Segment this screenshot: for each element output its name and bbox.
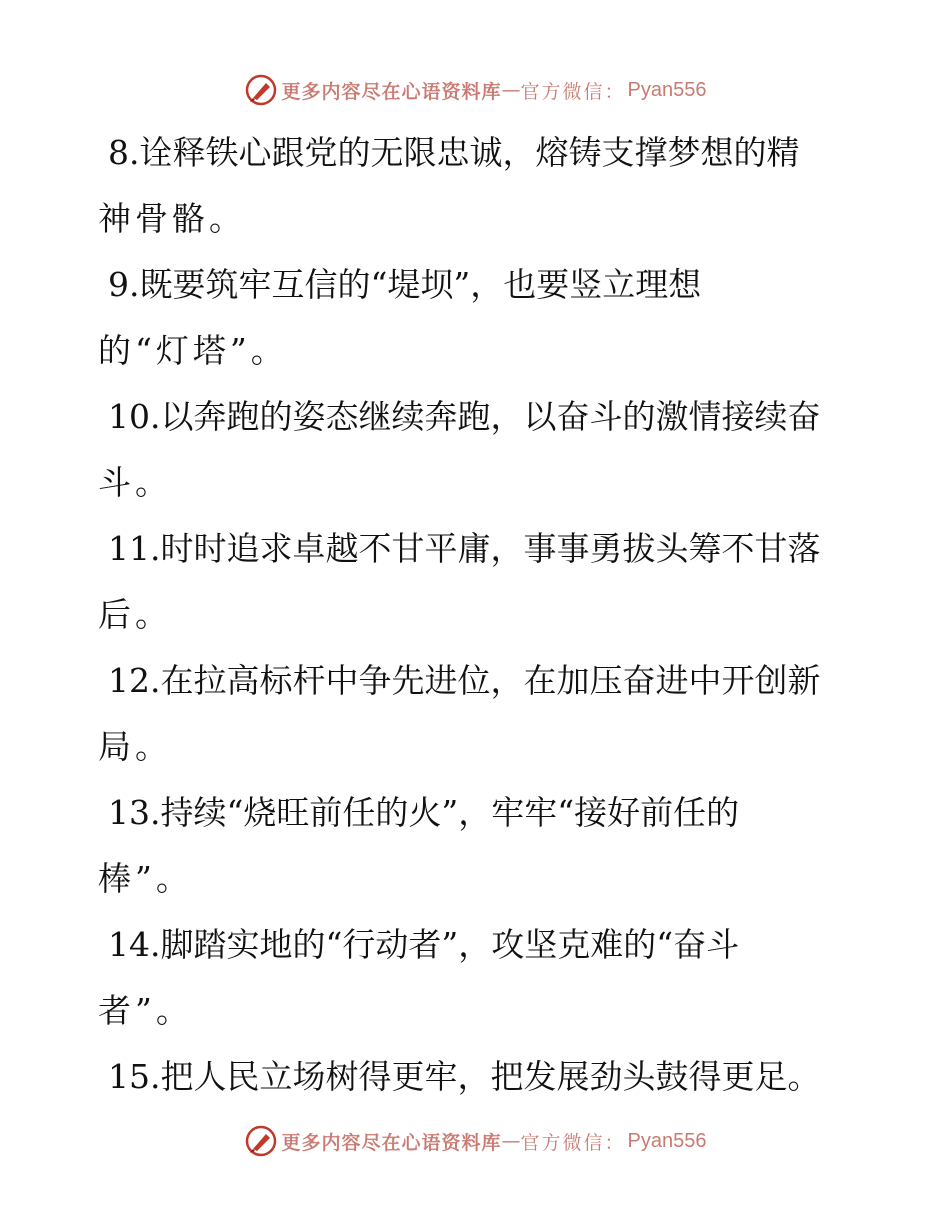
item-line-1: 15.把人民立场树得更牢，把发展劲头鼓得更足。 — [108, 1057, 821, 1096]
header-banner — [0, 70, 950, 110]
item-line-1: 9.既要筑牢互信的“堤坝”，也要竖立理想 — [108, 265, 702, 304]
item-line-2: 者”。 — [98, 991, 193, 1030]
header-banner-dash: — — [501, 79, 521, 101]
list-item — [98, 648, 858, 780]
item-line-2: 斗。 — [98, 463, 172, 502]
document-body — [98, 120, 858, 1110]
item-line-2: 的“灯塔”。 — [98, 331, 288, 370]
item-line-2: 神骨骼。 — [98, 199, 246, 238]
header-wechat-id: Pyan556 — [627, 78, 707, 101]
footer-banner-tail: 官方微信： — [520, 1131, 626, 1154]
item-line-1: 14.脚踏实地的“行动者”，攻坚克难的“奋斗 — [108, 925, 740, 964]
item-line-1: 11.时时追求卓越不甘平庸，事事勇拔头筹不甘落 — [108, 529, 821, 568]
footer-banner — [0, 1121, 950, 1161]
pen-nib-logo-icon — [244, 73, 278, 107]
footer-banner-main: 更多内容尽在心语资料库 — [281, 1131, 502, 1154]
list-item — [98, 780, 858, 912]
header-banner-tail: 官方微信： — [520, 80, 626, 103]
list-item — [98, 120, 858, 252]
header-banner-main: 更多内容尽在心语资料库 — [281, 80, 502, 103]
item-line-2: 棒”。 — [98, 859, 193, 898]
list-item — [98, 384, 858, 516]
list-item — [98, 516, 858, 648]
footer-banner-dash: — — [501, 1130, 521, 1152]
item-line-1: 8.诠释铁心跟党的无限忠诚，熔铸支撑梦想的精 — [108, 133, 800, 172]
pen-nib-logo-icon — [244, 1124, 278, 1158]
list-item — [98, 1044, 858, 1110]
item-line-1: 10.以奔跑的姿态继续奔跑，以奋斗的激情接续奋 — [108, 397, 821, 436]
item-line-1: 13.持续“烧旺前任的火”，牢牢“接好前任的 — [108, 793, 740, 832]
list-item — [98, 912, 858, 1044]
list-item — [98, 252, 858, 384]
item-line-1: 12.在拉高标杆中争先进位，在加压奋进中开创新 — [108, 661, 821, 700]
footer-wechat-id: Pyan556 — [627, 1129, 707, 1152]
item-line-2: 局。 — [98, 727, 172, 766]
item-line-2: 后。 — [98, 595, 172, 634]
